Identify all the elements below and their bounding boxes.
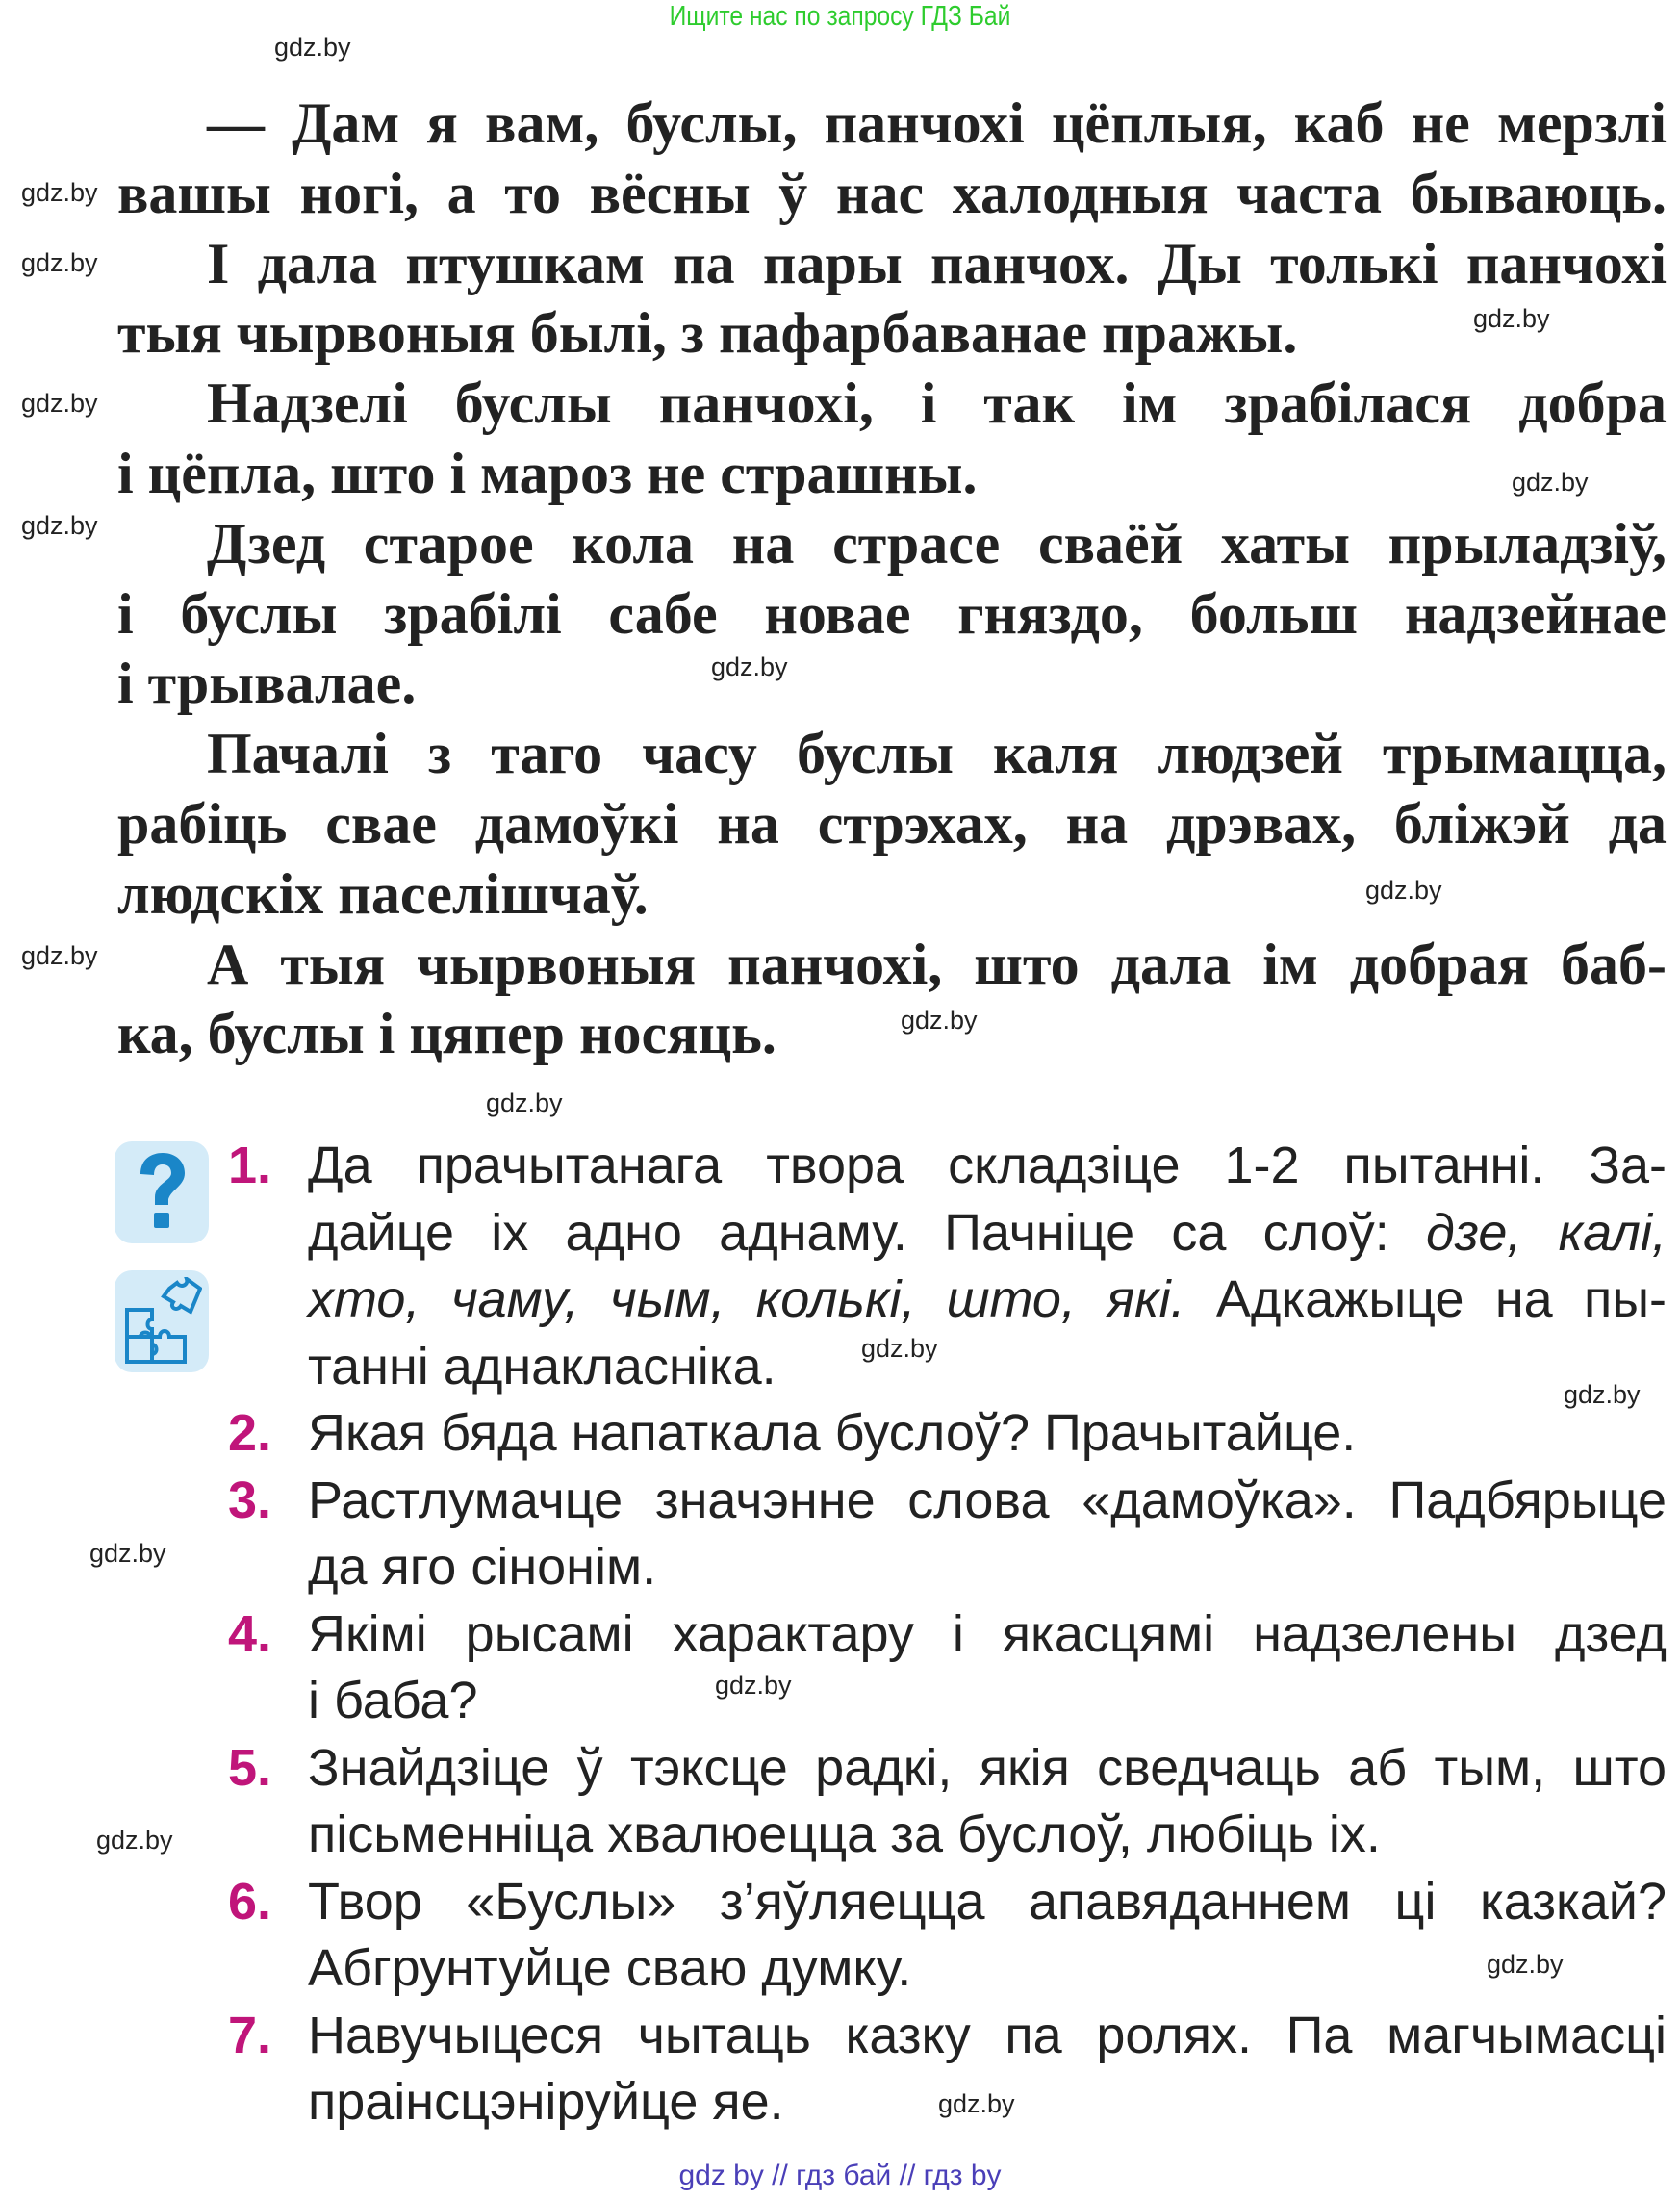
question-text: Адкажыце на пы- (1184, 1270, 1667, 1328)
question-text: дайце іх адно аднаму. Пачніце са слоў: (308, 1203, 1426, 1262)
question-number: 2. (228, 1404, 272, 1462)
question-italic-words: хто, чаму, чым, колькі, што, які. (308, 1270, 1185, 1328)
watermark: gdz.by (1564, 1380, 1641, 1409)
watermark: gdz.by (1365, 876, 1442, 905)
question-text: пісьменніца хвалюецца за буслоў, любіць іх. (308, 1805, 1381, 1863)
story-line: і цёпла, што і мароз не страшны. (117, 441, 978, 505)
question-line (308, 1601, 1667, 1669)
question-line (308, 1802, 1381, 1869)
question-item (228, 1601, 1667, 1735)
question-text: Якімі рысамі характару і якасцямі надзелены дзед (308, 1604, 1667, 1663)
question-number: 4. (228, 1604, 272, 1663)
watermark: gdz.by (89, 1539, 166, 1568)
question-line (308, 1935, 911, 2003)
watermark: gdz.by (21, 178, 98, 207)
watermark: gdz.by (1473, 304, 1550, 333)
watermark: gdz.by (715, 1671, 792, 1700)
question-item (228, 1400, 1667, 1468)
question-item (228, 1468, 1667, 1601)
question-text: Абгрунтуйце сваю думку. (308, 1939, 912, 1997)
question-text: Растлумачце значэнне слова «дамоўка». Падбярыце (308, 1471, 1667, 1529)
watermark: gdz.by (711, 653, 788, 681)
watermark: gdz.by (96, 1826, 173, 1855)
footer-watermark: gdz by // гдз бай // гдз by (678, 2160, 1002, 2191)
question-item (228, 1735, 1667, 1869)
question-line (308, 2069, 784, 2137)
story-line: людскіх паселішчаў. (117, 861, 649, 926)
puzzle-icon-box (115, 1270, 209, 1372)
story-line: і буслы зрабілі сабе новае гняздо, больш надзейнае (117, 581, 1667, 646)
watermark: gdz.by (21, 511, 98, 540)
question-number: 6. (228, 1872, 272, 1931)
story-line: А тыя чырвоныя панчохі, што дала ім добрая баб- (207, 932, 1667, 996)
question-line (308, 1400, 1356, 1468)
question-line (308, 1735, 1667, 1803)
questions-list (228, 1133, 1667, 2137)
question-item (228, 1869, 1667, 2003)
question-italic-words: дзе, калі, (1426, 1203, 1667, 1262)
question-text: Твор «Буслы» з’яўляецца апавяданнем ці казкай? (308, 1872, 1667, 1931)
question-text: Навучыцеся чытаць казку па ролях. Па магчымасці (308, 2006, 1667, 2064)
story-line: тыя чырвоныя былі, з пафарбаванае пражы. (117, 301, 1298, 366)
story-line: — Дам я вам, буслы, панчохі цёплыя, каб не мерзлі (207, 91, 1667, 155)
watermark: gdz.by (21, 941, 98, 970)
story-line: ка, буслы і цяпер носяць. (117, 1002, 776, 1066)
question-text: Да прачытанага твора складзіце 1-2 пытанні. За- (308, 1137, 1667, 1194)
question-text: Якая бяда напаткала буслоў? Прачытайце. (308, 1404, 1357, 1462)
question-number: 5. (228, 1738, 272, 1797)
question-line (308, 1668, 477, 1735)
question-icon-box (115, 1141, 209, 1243)
watermark: gdz.by (1487, 1950, 1564, 1979)
question-line (308, 1200, 1667, 1267)
story-text (117, 89, 1667, 1069)
question-number: 3. (228, 1471, 272, 1529)
watermark: gdz.by (1512, 468, 1589, 497)
watermark: gdz.by (861, 1334, 938, 1363)
question-text: і баба? (308, 1672, 478, 1729)
watermark: gdz.by (486, 1088, 563, 1117)
question-line (308, 1133, 1667, 1200)
question-line (308, 1334, 776, 1401)
top-banner: Ищите нас по запросу ГДЗ Бай (669, 1, 1011, 32)
question-line (308, 2003, 1667, 2070)
question-line (308, 1267, 1667, 1334)
watermark: gdz.by (274, 33, 351, 62)
question-text: праінсцэніруйце яе. (308, 2073, 784, 2131)
story-line: вашы ногі, а то вёсны ў нас халодныя часта бываюць. (117, 161, 1667, 225)
question-line (308, 1534, 656, 1601)
question-mark-icon (133, 1149, 191, 1236)
story-line: і трывалае. (117, 652, 417, 716)
question-text: да яго сінонім. (308, 1538, 657, 1596)
question-line (308, 1869, 1667, 1936)
question-number: 1. (228, 1137, 272, 1194)
watermark: gdz.by (938, 2089, 1015, 2118)
question-number: 7. (228, 2006, 272, 2064)
question-line (308, 1468, 1667, 1535)
story-line: Пачалі з таго часу буслы каля людзей трымацца, (207, 722, 1667, 786)
story-line: І дала птушкам па пары панчох. Ды толькі панчохі (207, 231, 1667, 295)
watermark: gdz.by (21, 248, 98, 277)
puzzle-icon (121, 1277, 202, 1366)
question-text: танні аднакласніка. (308, 1337, 776, 1395)
question-text: Знайдзіце ў тэксце радкі, якія сведчаць аб тым, што (308, 1738, 1667, 1797)
story-line: рабіць свае дамоўкі на стрэхах, на дрэвах, бліжэй да (117, 791, 1667, 856)
story-line: Дзед старое кола на страсе сваёй хаты прыладзіў, (207, 511, 1667, 576)
story-line: Надзелі буслы панчохі, і так ім зрабілася добра (207, 371, 1667, 436)
question-item (228, 1133, 1667, 1400)
watermark: gdz.by (21, 389, 98, 418)
watermark: gdz.by (901, 1006, 978, 1035)
